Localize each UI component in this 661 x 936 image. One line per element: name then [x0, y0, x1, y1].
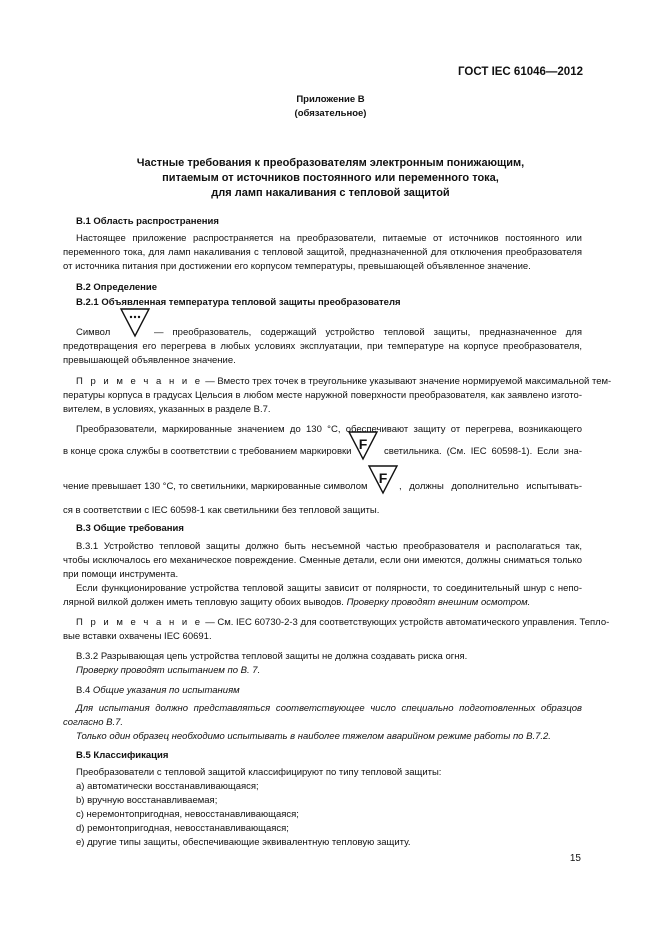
section-b1-line-3: от источника питания при достижении его корпусом температуры, превышающей объявленное значение.	[63, 261, 531, 272]
svg-text:F: F	[378, 470, 388, 486]
marking-paragraph-line-3b: , должны дополнительно испытывать-	[399, 481, 582, 492]
section-b5-intro: Преобразователи с тепловой защитой классифицируют по типу тепловой защиты:	[76, 767, 442, 778]
section-b1-line-1: Настоящее приложение распространяется на преобразователи, питаемые от источников постоянного или	[76, 233, 582, 244]
section-b4-line-1: Для испытания должно представляться соответствующее число специально подготовленных образцов	[76, 703, 582, 714]
section-b31-line-3: при помощи инструмента.	[63, 569, 179, 580]
thermal-protection-symbol-icon	[119, 307, 151, 339]
section-b5-heading: В.5 Классификация	[76, 750, 169, 761]
symbol-definition-line-3: превышающей объявленное значение.	[63, 355, 236, 366]
marking-paragraph-line-2b: светильника. (См. IEC 60598-1). Если зна-	[384, 446, 582, 457]
classification-item-b: b) вручную восстанавливаемая;	[76, 795, 218, 806]
title-line-2: питаемым от источников постоянного или переменного тока,	[162, 172, 499, 184]
note-1-line-3: вителем, в условиях, указанных в разделе В.7.	[63, 404, 271, 415]
f-marking-symbol-2-icon	[367, 464, 399, 496]
section-b4-line-3: Только один образец необходимо испытывать в наиболее тяжелом аварийном режиме работы по В.7.2.	[76, 731, 551, 742]
symbol-label: Символ	[76, 327, 111, 338]
section-b2-heading: В.2 Определение	[76, 282, 158, 293]
marking-paragraph-line-3a: чение превышает 130 °С, то светильники, маркированные символом	[63, 481, 368, 492]
section-b32-line-2: Проверку проводят испытанием по В. 7.	[76, 665, 261, 676]
classification-item-d: d) ремонтопригодная, невосстанавливающаяся;	[76, 823, 289, 834]
classification-item-c: с) неремонтопригодная, невосстанавливающаяся;	[76, 809, 299, 820]
classification-item-a: а) автоматически восстанавливающаяся;	[76, 781, 259, 792]
section-b31-line-5: лярной вилкой должен иметь тепловую защиту обоих выводов. Проверку проводят внешним осмотром.	[63, 597, 531, 608]
section-b1-line-2: переменного тока, для ламп накаливания с тепловой защитой, предназначенной для отключения преобразователя	[63, 247, 582, 258]
annex-title: Приложение В	[296, 94, 365, 105]
symbol-definition-line-1: — преобразователь, содержащий устройство тепловой защиты, предназначенное для	[154, 327, 582, 338]
section-b31-line-2: чтобы исключалось его механическое повреждение. Сменные детали, если они имеются, должны сниматься только	[63, 555, 582, 566]
marking-paragraph-line-4: ся в соответствии с IEC 60598-1 как светильники без тепловой защиты.	[63, 505, 380, 516]
section-b31-line-4: Если функционирование устройства тепловой защиты зависит от полярности, то соединительный шнур с непо-	[76, 583, 582, 594]
section-b31-line-1: В.3.1 Устройство тепловой защиты должно быть несъемной частью преобразователя и располагаться так,	[76, 541, 582, 552]
annex-status: (обязательное)	[294, 108, 367, 119]
classification-item-e: е) другие типы защиты, обеспечивающие эквивалентную тепловую защиту.	[76, 837, 411, 848]
f-marking-symbol-icon	[347, 430, 379, 462]
marking-paragraph-line-2a: в конце срока службы в соответствии с требованием маркировки	[63, 446, 352, 457]
note-1-line-2: пературы корпуса в градусах Цельсия в любом месте наружной поверхности преобразователя, как заявлено изгото-	[63, 390, 582, 401]
symbol-definition-line-2: предотвращения его перегрева в любых условиях эксплуатации, при температуре на корпусе преобразователя,	[63, 341, 582, 352]
section-b4-line-2: согласно В.7.	[63, 717, 124, 728]
document-standard-header: ГОСТ IEC 61046—2012	[458, 66, 583, 78]
section-b21-heading: В.2.1 Объявленная температура тепловой защиты преобразователя	[76, 297, 401, 308]
title-line-3: для ламп накаливания с тепловой защитой	[211, 187, 450, 199]
svg-text:F: F	[358, 436, 368, 452]
page-number: 15	[569, 853, 581, 864]
note-2-line-1: П р и м е ч а н и е — См. IEC 60730-2-3 для соответствующих устройств автоматического управления. Тепло-	[76, 617, 610, 628]
section-b3-heading: В.3 Общие требования	[76, 523, 184, 534]
note-2-line-2: вые вставки охвачены IEC 60691.	[63, 631, 212, 642]
section-b32-line-1: В.3.2 Разрывающая цепь устройства тепловой защиты не должна создавать риска огня.	[76, 651, 468, 662]
section-b4-heading: В.4 Общие указания по испытаниям	[76, 685, 240, 696]
title-line-1: Частные требования к преобразователям электронным понижающим,	[136, 157, 525, 169]
section-b1-heading: В.1 Область распространения	[76, 216, 219, 227]
note-1-line-1: П р и м е ч а н и е — Вместо трех точек в треугольнике указывают значение нормируемой максимальной тем-	[76, 376, 612, 387]
marking-paragraph-line-1: Преобразователи, маркированные значением до 130 °С, обеспечивают защиту от перегрева, возникающего	[76, 424, 582, 435]
